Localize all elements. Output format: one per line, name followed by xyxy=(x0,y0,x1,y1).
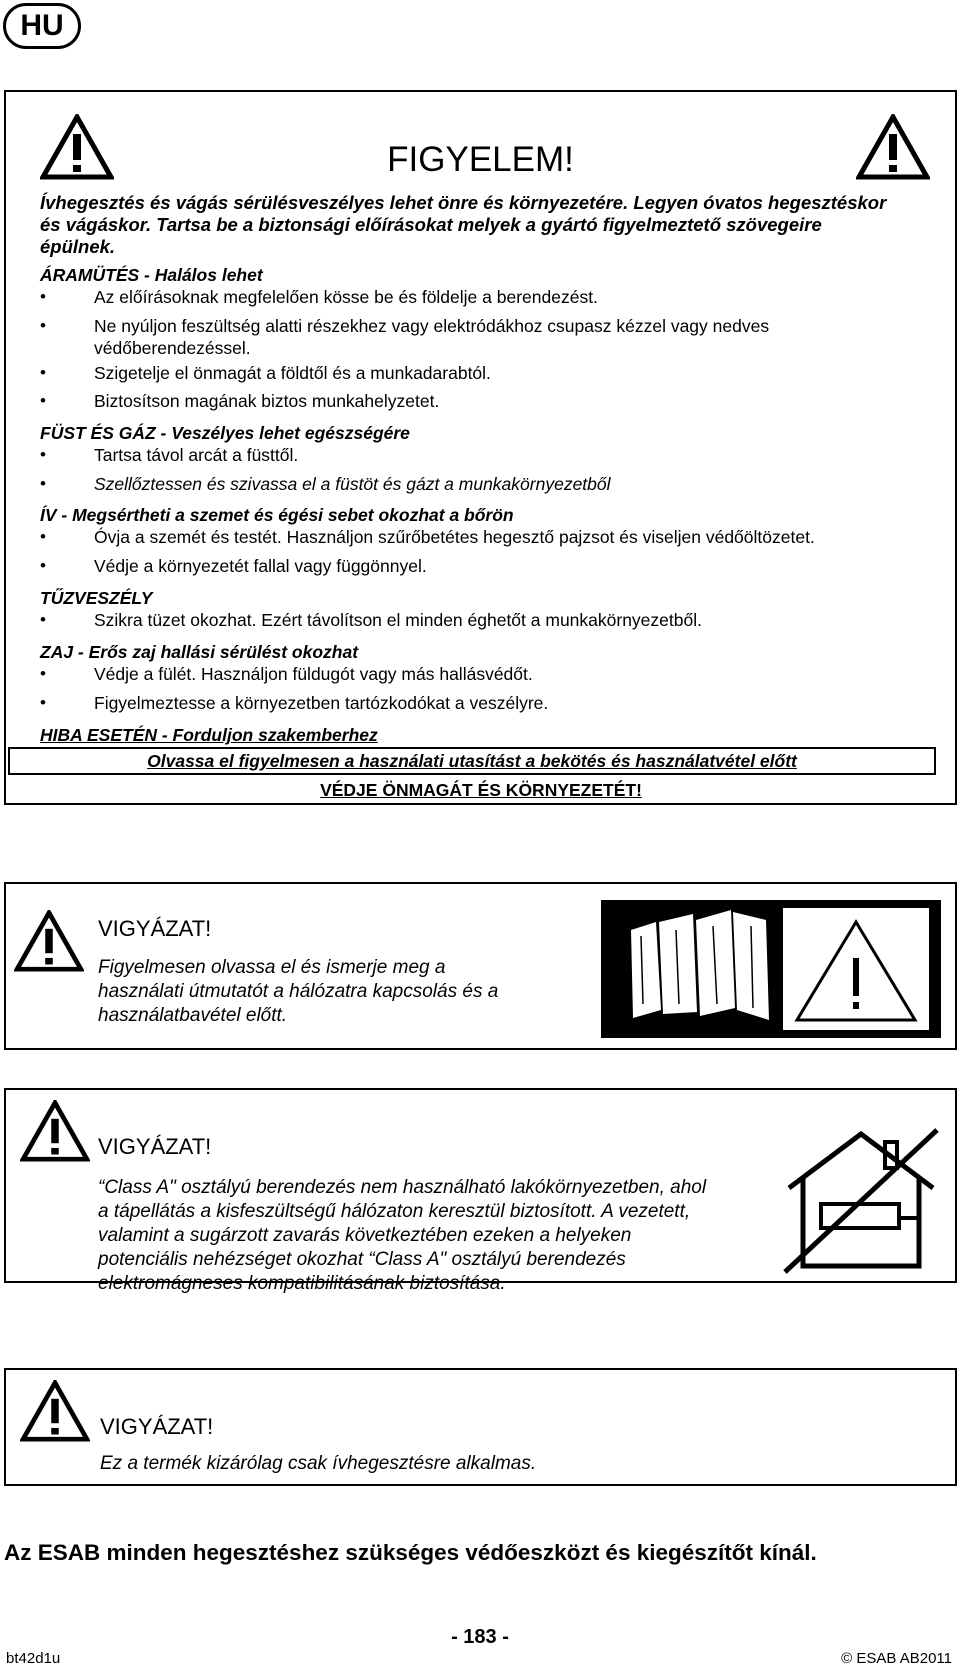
bullet-icon: • xyxy=(40,474,46,493)
shock-item: Biztosítson magának biztos munkahelyzetet. xyxy=(94,391,440,411)
bullet-icon: • xyxy=(40,556,46,575)
bullet-icon: • xyxy=(40,664,46,683)
fire-heading: TŰZVESZÉLY xyxy=(40,588,153,608)
shock-item: Szigetelje el önmagát a földtől és a munkadarabtól. xyxy=(94,363,491,383)
fume-heading: FÜST ÉS GÁZ - Veszélyes lehet egészségére xyxy=(40,423,410,443)
page-number: - 183 - xyxy=(451,1626,509,1648)
caution-box-manual xyxy=(4,882,957,1050)
bullet-icon: • xyxy=(40,363,46,382)
arc-item: Védje a környezetét fallal vagy függönnyel. xyxy=(94,556,427,576)
arc-heading: ÍV - Megsértheti a szemet és égési sebet okozhat a bőrön xyxy=(40,505,514,525)
intro-line: épülnek. xyxy=(40,236,116,257)
shock-heading: ÁRAMÜTÉS - Halálos lehet xyxy=(40,265,263,285)
fault-heading: HIBA ESETÉN - Forduljon szakemberhez xyxy=(40,725,378,745)
intro-line: Ívhegesztés és vágás sérülésveszélyes lehet önre és környezetére. Legyen óvatos hegesztéskor xyxy=(40,192,887,213)
bullet-icon: • xyxy=(40,693,46,712)
caution-line: használatbavétel előtt. xyxy=(98,1005,288,1026)
caution-line: elektromágneses kompatibilitásának biztosítása. xyxy=(98,1273,506,1294)
bullet-icon: • xyxy=(40,316,46,335)
bullet-icon: • xyxy=(40,527,46,546)
caution-title: VIGYÁZAT! xyxy=(100,1414,214,1439)
esab-equipment-note: Az ESAB minden hegesztéshez szükséges védőeszközt és kiegészítőt kínál. xyxy=(4,1540,817,1565)
shock-item: Ne nyúljon feszültség alatti részekhez vagy elektródákhoz csupasz kézzel vagy nedves xyxy=(94,316,770,336)
caution-line: használati útmutatót a hálózatra kapcsolás és a xyxy=(98,981,499,1002)
warning-box xyxy=(4,90,957,805)
caution-body xyxy=(98,956,498,1028)
warning-title: FIGYELEM! xyxy=(387,140,574,179)
bullet-icon: • xyxy=(40,287,46,306)
language-badge xyxy=(3,3,81,49)
caution-box-arc-only xyxy=(4,1368,957,1486)
document-code: bt42d1u xyxy=(6,1650,61,1667)
caution-line: potenciális nehézséget okozhat “Class A" osztályú berendezés xyxy=(98,1249,626,1270)
protect-text: VÉDJE ÖNMAGÁT ÉS KÖRNYEZETÉT! xyxy=(320,780,642,800)
arc-item: Óvja a szemét és testét. Használjon szűrőbetétes hegesztő pajzsot és viseljen védőöltözetet. xyxy=(94,527,815,547)
caution-title: VIGYÁZAT! xyxy=(98,916,212,941)
bullet-icon: • xyxy=(40,445,46,464)
noise-item: Figyelmeztesse a környezetben tartózkodókat a veszélyre. xyxy=(94,693,549,713)
fume-item: Tartsa távol arcát a füsttől. xyxy=(94,445,299,465)
caution-line: Ez a termék kizárólag csak ívhegesztésre alkalmas. xyxy=(100,1453,537,1474)
caution-box-class-a xyxy=(4,1088,957,1294)
language-code: HU xyxy=(20,9,64,42)
intro-line: és vágáskor. Tartsa be a biztonsági előírásokat melyek a gyártó figyelmeztető szövegeire xyxy=(40,214,822,235)
warning-triangle-icon xyxy=(20,1380,90,1442)
shock-item: Az előírásoknak megfelelően kösse be és földelje a berendezést. xyxy=(94,287,598,307)
caution-line: Figyelmesen olvassa el és ismerje meg a xyxy=(98,957,446,978)
fume-item: Szellőztessen és szivassa el a füstöt és gázt a munkakörnyezetből xyxy=(94,474,611,494)
bullet-icon: • xyxy=(40,610,46,629)
noise-heading: ZAJ - Erős zaj hallási sérülést okozhat xyxy=(40,642,359,662)
caution-line: a tápellátás a kisfeszültségű hálózaton keresztül biztosított. A vezetett, xyxy=(98,1201,691,1222)
warning-intro xyxy=(40,192,940,258)
read-manual-box xyxy=(8,747,936,775)
no-residential-use-icon xyxy=(781,1126,941,1276)
copyright: © ESAB AB2011 xyxy=(841,1650,952,1667)
noise-item: Védje a fülét. Használjon füldugót vagy más hallásvédőt. xyxy=(94,664,533,684)
bullet-icon: • xyxy=(40,391,46,410)
caution-title: VIGYÁZAT! xyxy=(98,1134,212,1159)
caution-body xyxy=(98,1176,706,1296)
warning-triangle-icon xyxy=(14,910,84,972)
read-manual-text: Olvassa el figyelmesen a használati utasítást a bekötés és használatvétel előtt xyxy=(147,750,797,771)
read-manual-pictogram-icon xyxy=(601,900,941,1038)
caution-line: valamint a sugárzott zavarás következtében ezeken a helyeken xyxy=(98,1225,632,1246)
warning-triangle-icon xyxy=(20,1100,90,1162)
shock-item-continued: védőberendezéssel. xyxy=(94,338,251,358)
caution-line: “Class A" osztályú berendezés nem használható lakókörnyezetben, ahol xyxy=(98,1177,707,1198)
fire-item: Szikra tüzet okozhat. Ezért távolítson el minden éghetőt a munkakörnyezetből. xyxy=(94,610,702,630)
